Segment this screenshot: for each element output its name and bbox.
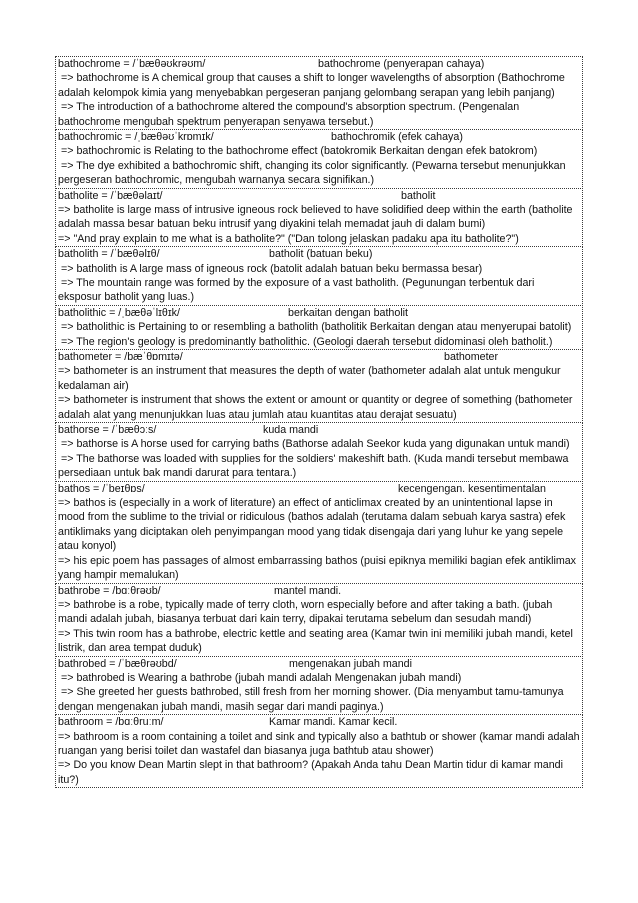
dictionary-entry [55,246,583,306]
entry-example: => The introduction of a bathochrome altered the compound's absorption spectrum. (Pengenalan bathochrome mengubah spektrum penyerapan senyawa tersebut.) [58,101,520,128]
entry-translation: berkaitan dengan batholit [288,306,409,319]
dictionary-entry [55,349,583,423]
entry-definition: => bathrobed is Wearing a bathrobe (jubah mandi adalah Mengenakan jubah mandi) [61,671,462,684]
entry-translation: bathochrome (penyerapan cahaya) [318,58,485,70]
entry-translation: batholit (batuan beku) [269,248,373,261]
entry-definition: => bathometer is an instrument that measures the depth of water (bathometer adalah alat untuk mengukur kedalaman air) [58,365,561,392]
dictionary-entry [55,656,583,716]
entry-definition: => bathochromic is Relating to the bathochrome effect (batokromik Berkaitan dengan efek batokrom) [61,145,538,158]
entry-definition: => batholithic is Pertaining to or resembling a batholith (batholitik Berkaitan dengan atau menyerupai batolit) [61,321,572,334]
dictionary-document [55,57,583,788]
entry-definition: => batholite is large mass of intrusive igneous rock believed to have solidified deep within the earth (batholite adalah massa besar batuan beku intrusif yang diyakini telah memadat jauh di dalam bumi) [58,204,573,231]
entry-example: => The bathorse was loaded with supplies for the soldiers' makeshift bath. (Kuda mandi tersebut membawa persediaan untuk bak mandi darurat para tentara.) [58,452,569,480]
entry-translation: Kamar mandi. Kamar kecil. [269,716,398,729]
dictionary-entry [55,714,583,788]
entry-headword: bathochromic = /ˌbæθəʊˈkrɒmɪk/ [58,131,214,144]
entry-header [58,189,580,203]
entry-header [58,350,580,364]
entry-headword: bathos = /ˈbeɪθɒs/ [58,482,145,495]
entry-example: => The mountain range was formed by the exposure of a vast batholith. (Pegunungan terbentuk dari eksposur batholit yang luas.) [58,277,535,304]
entry-header [58,306,580,320]
entry-definition: => bathos is (especially in a work of literature) an effect of anticlimax created by an unintentional lapse in mood from the sublime to the trivial or ridiculous (bathos adalah (terutama dalam sebuah karya sastra) efek antiklimaks yang diciptakan oleh penyimpangan mood yang tidak disengaja dari yang luhur ke yang sepele atau konyol) [58,497,566,553]
entry-headword: batholithic = /ˌbæθəˈlɪθɪk/ [58,306,180,319]
dictionary-entry [55,422,583,482]
dictionary-entry [55,188,583,248]
entry-translation: bathochromik (efek cahaya) [331,131,463,144]
entry-example: => "And pray explain to me what is a batholite?" ("Dan tolong jelaskan padaku apa itu batholite?") [58,232,519,245]
entry-definition: => bathochrome is A chemical group that causes a shift to longer wavelengths of absorption (Bathochrome adalah kelompok kimia yang menyebabkan pergeseran panjang gelombang serapan yang lebih panjang) [58,72,565,99]
entry-translation: kecengengan. kesentimentalan [398,482,546,495]
entry-example: => She greeted her guests bathrobed, still fresh from her morning shower. (Dia menyambut tamu-tamunya dengan mengenakan jubah mandi, masih segar dari mandi paginya.) [58,686,564,713]
entry-definition: => bathometer is instrument that shows the extent or amount or quantity or degree of something (bathometer adalah alat yang menunjukkan luas atau jumlah atau kuantitas atau derajat sesuatu) [58,394,573,421]
entry-example: => This twin room has a bathrobe, electric kettle and seating area (Kamar twin ini memiliki jubah mandi, ketel listrik, dan area tempat duduk) [58,627,573,655]
entry-translation: bathometer [444,351,499,364]
entry-headword: bathochrome = /ˈbæθəʊkrəʊm/ [58,58,206,70]
dictionary-entry [55,481,583,584]
entry-header [58,423,580,437]
dictionary-entry [55,583,583,657]
entry-translation: kuda mandi [263,424,319,437]
entry-example: => The dye exhibited a bathochromic shift, changing its color significantly. (Pewarna tersebut menunjukkan pergeseran bathochromic, mengubah warnanya secara signifikan.) [58,159,566,187]
entry-translation: mantel mandi. [274,584,342,597]
entry-headword: bathorse = /ˈbæθɔːs/ [58,424,157,437]
entry-header [58,715,580,729]
entry-definition: => bathrobe is a robe, typically made of terry cloth, worn especially before and after taking a bath. (jubah mandi adalah jubah, biasanya terbuat dari kain terry, dipakai terutama sebelum dan sesudah mandi) [58,598,553,626]
entry-translation: mengenakan jubah mandi [289,657,412,670]
entry-header [58,130,580,144]
entry-header [58,247,580,261]
entry-header [58,657,580,671]
entry-translation: batholit [401,189,436,202]
entry-example: => The region's geology is predominantly batholithic. (Geologi daerah tersebut didominasi oleh batholit.) [61,335,553,348]
entry-definition: => bathorse is A horse used for carrying baths (Bathorse adalah Seekor kuda yang digunakan untuk mandi) [61,438,570,451]
dictionary-entry [55,56,583,130]
entry-definition: => batholith is A large mass of igneous rock (batolit adalah batuan beku bermassa besar) [61,262,483,275]
entry-definition: => bathroom is a room containing a toilet and sink and typically also a bathtub or shower (kamar mandi adalah ruangan yang berisi toilet dan wastafel dan biasanya juga bathtub atau shower) [58,730,580,757]
entry-header [58,482,580,496]
entry-header [58,584,580,598]
entry-example: => Do you know Dean Martin slept in that bathroom? (Apakah Anda tahu Dean Martin tidur di kamar mandi itu?) [58,759,563,786]
entry-headword: bathrobe = /bɑːθrəʊb/ [58,584,161,597]
dictionary-entry [55,305,583,350]
entry-headword: bathroom = /bɑːθruːm/ [58,716,164,729]
entry-headword: batholith = /ˈbæθəlɪθ/ [58,248,160,261]
entry-headword: bathrobed = /ˈbæθrəʊbd/ [58,657,177,670]
entry-headword: batholite = /ˈbæθəlaɪt/ [58,189,163,202]
dictionary-entry [55,129,583,189]
entry-example: => his epic poem has passages of almost embarrassing bathos (puisi epiknya memiliki bagian efek antiklimax yang hampir memalukan) [58,554,577,582]
entry-header [58,57,580,71]
entry-headword: bathometer = /bæˈθɒmɪtə/ [58,351,183,364]
